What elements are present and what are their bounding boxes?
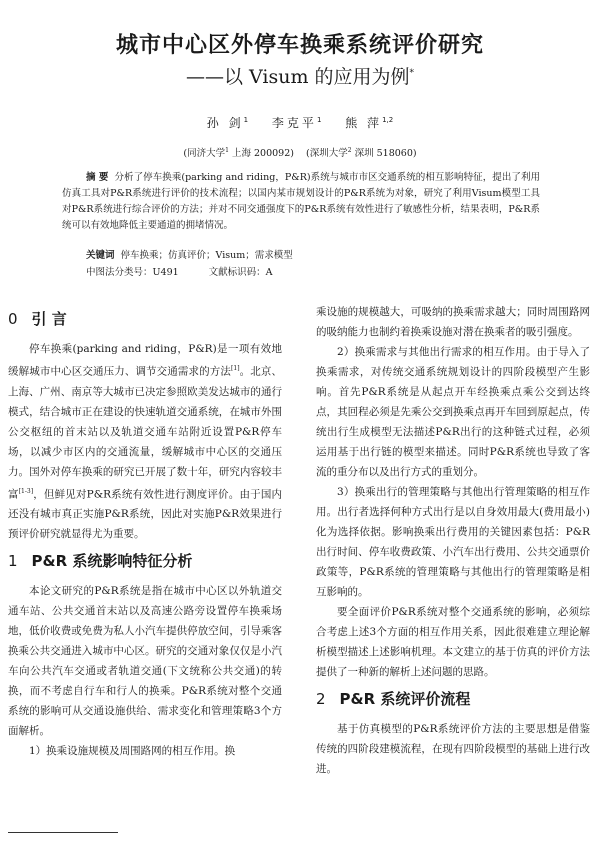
affiliation-1: (同济大学$^1$ 上海 200092) (183, 146, 294, 159)
abstract-label: 摘 要 (86, 172, 109, 183)
footnote-rule (8, 832, 118, 833)
affiliations (0, 145, 600, 159)
author-1: 孙 剑$^1$ (206, 116, 249, 130)
intro-paragraph: 停车换乘(parking and riding，P&R)是一项有效地缓解城市中心区交通压力、调节交通需求的方法[1]。北京、上海、广州、南京等大城市已决定参照欧美发达城市的通行模式，结合城市正在建设的快速轨道交通系统，在城市外围公交枢纽的首末站以及轨道交通车站附近设置P&R停车场，以减少市区内的交通流量，缓解城市中心区的交通压力。国外对停车换乘的研究已开展了数十年，研究内容较丰富[1-3]，但鲜见对P&R系统有效性进行测度评价。由于国内还没有城市真正实施P&R系统，因此对实施P&R效果进行预评价研究就显得尤为重要。 (8, 343, 283, 540)
author-list (0, 114, 600, 131)
affiliation-2: (深圳大学$^2$ 深圳 518060) (306, 146, 417, 159)
paper-title: 城市中心区外停车换乘系统评价研究 (115, 33, 484, 58)
section-1-item-2: 2）换乘需求与其他出行需求的相互作用。由于导入了换乘需求，对传统交通系统规划设计的四阶段模型产生影响。首先P&R系统是从起点开车经换乘点乘公交到达终点，其回程必须是先乘公交到换乘点再开车回到原起点，传统出行生成模型无法描述P&R出行的这种链式过程，必须运用基于出行链的模型来描述。同时P&R系统也导致了客流的重分布以及出行方式的重划分。 (316, 346, 590, 478)
section-1-paragraph: 本论文研究的P&R系统是指在城市中心区以外轨道交通车站、公共交通首末站以及高速公路旁设置停车换乘场地，低价收费或免费为私人小汽车提供停放空间，引导乘客换乘公共交通进入城市中心区。研究的交通对象仅仅是小汽车向公共汽车交通或者轨道交通(下文统称公共交通)的转换，而不考虑自行车和行人的换乘。P&R系统对整个交通系统的影响可从交通设施供给、需求变化和管理策略3个方面解析。 (8, 585, 282, 737)
section-2-paragraph: 基于仿真模型的P&R系统评价方法的主要思想是借鉴传统的四阶段建模流程，在现有四阶段模型的基础上进行改进。 (316, 723, 590, 775)
classification: 中图法分类号：U491 文献标识码：A (86, 267, 273, 278)
section-1-item-1: 1）换乘设施规模及周围路网的相互作用。换 (29, 745, 236, 757)
section-2-heading: 2 P&R 系统评价流程 (316, 690, 471, 708)
right-column (316, 302, 590, 779)
paper-subtitle: ——以 Visum 的应用为例* (185, 66, 415, 88)
left-column (8, 302, 282, 761)
section-1-item-3: 3）换乘出行的管理策略与其他出行管理策略的相互作用。出行者选择何种方式出行是以自身效用最大(费用最小)化为选择依据。影响换乘出行费用的关键因素包括：P&R出行时间、停车收费政策、小汽车出行费用、公共交通票价政策等，P&R系统的管理策略与其他出行的管理策略是相互影响的。 (316, 486, 590, 598)
author-3: 熊 萍$^{1,2}$ (345, 116, 394, 130)
section-1-item-1-cont: 乘设施的规模越大，可吸纳的换乘需求越大；同时周围路网的吸纳能力也制约着换乘设施对潜在换乘者的吸引强度。 (316, 306, 590, 338)
section-0-heading: 0 引 言 (8, 310, 67, 328)
keywords: 关键词 停车换乘；仿真评价；Visum；需求模型 (86, 250, 293, 261)
abstract-text: 分析了停车换乘(parking and riding，P&R)系统与城市市区交通系统的相互影响特征，提出了利用仿真工具对P&R系统进行评价的技术流程；以国内某市规划设计的P&R系统为对象，研究了利用Visum模型工具对P&R系统进行综合评价的方法；并对不同交通强度下的P&R系统有效性进行了敏感性分析，结果表明，P&R系统可以有效地降低主要通道的拥堵情况。 (62, 172, 540, 231)
section-1-summary: 要全面评价P&R系统对整个交通系统的影响，必须综合考虑上述3个方面的相互作用关系，因此很难建立理论解析模型描述上述影响机理。本文建立的基于仿真的评价方法提供了一种新的解析上述问题的思路。 (316, 606, 590, 678)
abstract (62, 170, 540, 234)
author-2: 李克平$^1$ (271, 116, 322, 130)
section-1-heading: 1 P&R 系统影响特征分析 (8, 552, 193, 570)
